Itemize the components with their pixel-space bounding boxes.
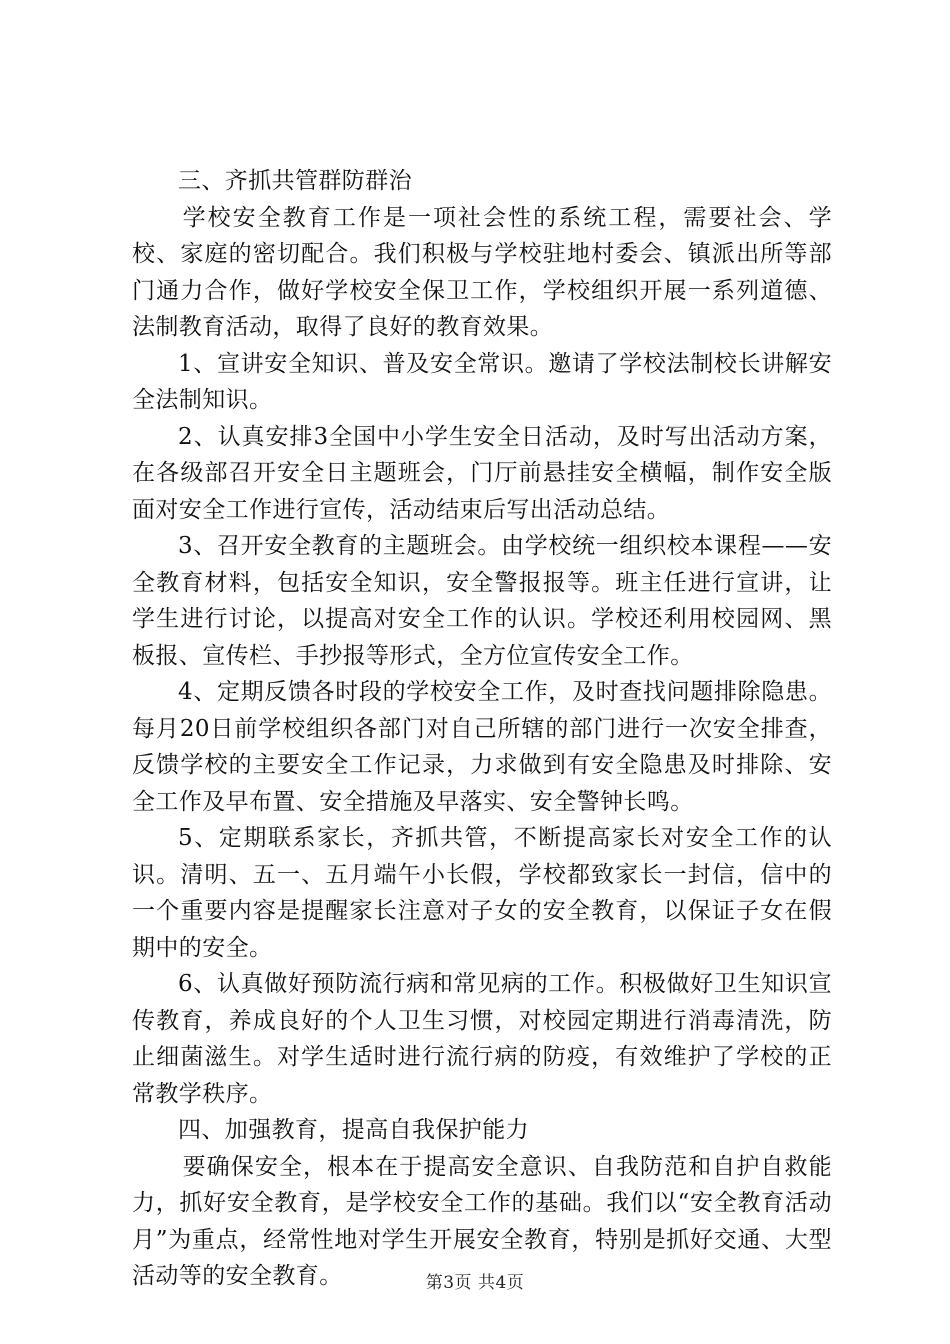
paragraph-intro-4: 要确保安全，根本在于提高安全意识、自我防范和自护自救能力，抓好安全教育，是学校安全工作的基础。我们以“安全教育活动月”为重点，经常性地对学生开展安全教育，特别是抓好交通、大型活动等的安全教育。 bbox=[132, 1153, 832, 1289]
paragraph-item-4: 4、定期反馈各时段的学校安全工作，及时查找问题排除隐患。每月20日前学校组织各部门对自己所辖的部门进行一次安全排查，反馈学校的主要安全工作记录，力求做到有安全隐患及时排除、安全工作及早布置、安全措施及早落实、安全警钟长鸣。 bbox=[132, 679, 832, 815]
paragraph-item-5: 5、定期联系家长，齐抓共管，不断提高家长对安全工作的认识。清明、五一、五月端午小长假，学校都致家长一封信，信中的一个重要内容是提醒家长注意对子女的安全教育，以保证子女在假期中的安全。 bbox=[132, 825, 832, 961]
paragraph-item-6: 6、认真做好预防流行病和常见病的工作。积极做好卫生知识宣传教育，养成良好的个人卫生习惯，对校园定期进行消毒清洗，防止细菌滋生。对学生适时进行流行病的防疫，有效维护了学校的正常教学秩序。 bbox=[132, 971, 832, 1107]
paragraph-item-1: 1、宣讲安全知识、普及安全常识。邀请了学校法制校长讲解安全法制知识。 bbox=[132, 350, 832, 413]
paragraph-intro-3: 学校安全教育工作是一项社会性的系统工程，需要社会、学校、家庭的密切配合。我们积极与学校驻地村委会、镇派出所等部门通力合作，做好学校安全保卫工作，学校组织开展一系列道德、法制教育活动，取得了良好的教育效果。 bbox=[132, 204, 832, 340]
paragraph-item-3: 3、召开安全教育的主题班会。由学校统一组织校本课程——安全教育材料，包括安全知识，安全警报报等。班主任进行宣讲，让学生进行讨论，以提高对安全工作的认识。学校还利用校园网、黑板报、宣传栏、手抄报等形式，全方位宣传安全工作。 bbox=[132, 533, 832, 669]
page-footer: 第3页 共4页 bbox=[425, 1273, 525, 1293]
document-body bbox=[132, 163, 832, 1295]
section-heading-4: 四、加强教育，提高自我保护能力 bbox=[178, 1117, 529, 1143]
section-heading-3: 三、齐抓共管群防群治 bbox=[178, 168, 412, 194]
paragraph-item-2: 2、认真安排3全国中小学生安全日活动，及时写出活动方案，在各级部召开安全日主题班会，门厅前悬挂安全横幅，制作安全版面对安全工作进行宣传，活动结束后写出活动总结。 bbox=[132, 423, 832, 523]
